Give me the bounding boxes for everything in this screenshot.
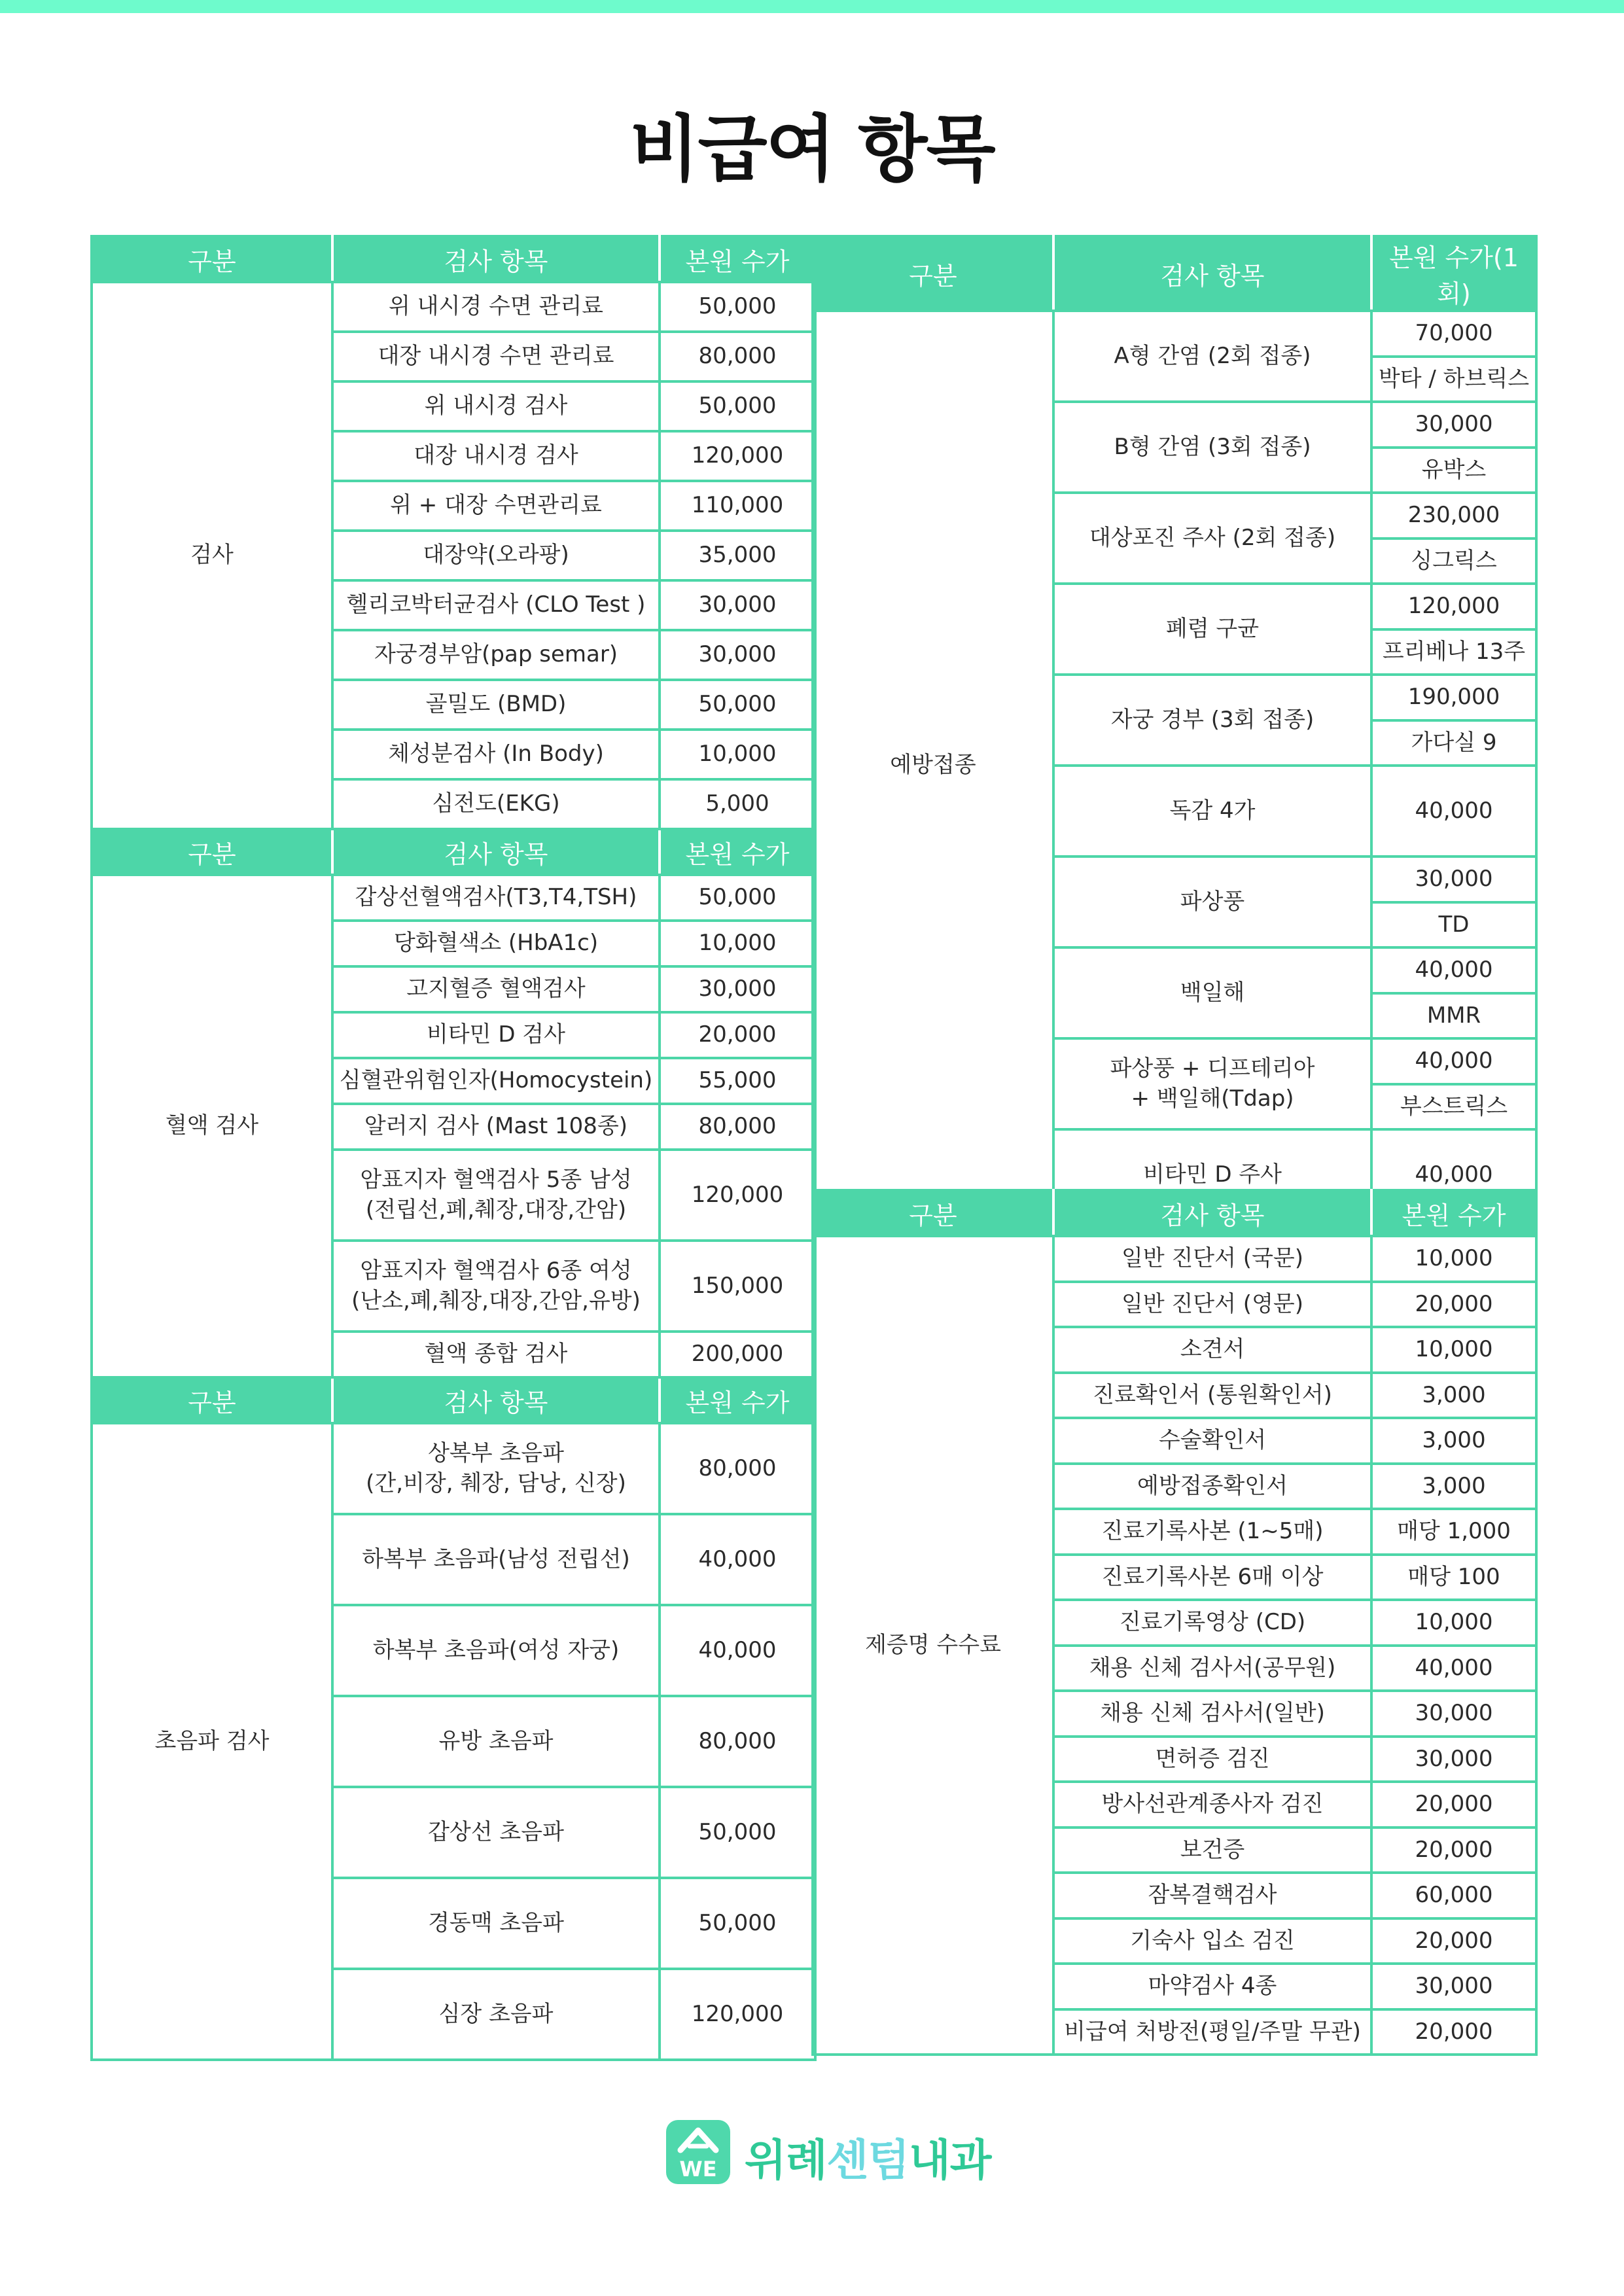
item-cell: 일반 진단서 (국문) xyxy=(1053,1236,1371,1282)
header-category: 구분 xyxy=(92,1377,332,1423)
brand-cell: 프리베나 13주 xyxy=(1371,629,1536,675)
price-cell: 120,000 xyxy=(660,1150,815,1241)
item-cell: 심혈관위험인자(Homocystein) xyxy=(332,1058,660,1104)
price-cell: 3,000 xyxy=(1371,1418,1536,1464)
price-cell: 10,000 xyxy=(660,730,815,779)
price-cell: 70,000 xyxy=(1371,311,1536,357)
price-cell: 50,000 xyxy=(660,1878,815,1969)
item-cell xyxy=(332,1150,660,1241)
item-cell: 진료기록사본 (1~5매) xyxy=(1053,1509,1371,1555)
header-price: 본원 수가 xyxy=(660,829,815,875)
clinic-name-part-2: 센텀 xyxy=(826,2135,909,2185)
header-category: 구분 xyxy=(813,1190,1053,1236)
price-cell: 150,000 xyxy=(660,1241,815,1332)
table-row xyxy=(92,875,815,921)
item-line-2: (간,비장, 췌장, 담낭, 신장) xyxy=(366,1470,626,1496)
price-cell: 30,000 xyxy=(1371,1964,1536,2009)
item-cell: 자궁경부암(pap semar) xyxy=(332,630,660,680)
item-cell: 채용 신체 검사서(공무원) xyxy=(1053,1646,1371,1691)
item-cell: 심장 초음파 xyxy=(332,1969,660,2060)
item-cell: 예방접종확인서 xyxy=(1053,1464,1371,1509)
price-cell: 30,000 xyxy=(1371,402,1536,448)
item-cell: 파상풍 xyxy=(1053,857,1371,947)
price-cell: 190,000 xyxy=(1371,675,1536,720)
price-cell: 10,000 xyxy=(1371,1327,1536,1373)
item-cell: 기숙사 입소 검진 xyxy=(1053,1918,1371,1964)
item-line-1: 암표지자 혈액검사 5종 남성 xyxy=(360,1166,632,1193)
item-cell: 체성분검사 (In Body) xyxy=(332,730,660,779)
table-header-row xyxy=(92,1377,815,1423)
price-cell: 50,000 xyxy=(660,381,815,431)
header-price: 본원 수가 xyxy=(660,236,815,282)
logo-mark-text: WE xyxy=(679,2157,717,2181)
price-cell: 50,000 xyxy=(660,1787,815,1878)
item-cell: 잠복결핵검사 xyxy=(1053,1873,1371,1918)
category-cell: 검사 xyxy=(92,282,332,829)
item-cell: 채용 신체 검사서(일반) xyxy=(1053,1691,1371,1737)
brand-cell: 가다실 9 xyxy=(1371,720,1536,766)
item-cell: 골밀도 (BMD) xyxy=(332,680,660,730)
category-cell: 예방접종 xyxy=(813,311,1053,1220)
item-cell: 자궁 경부 (3회 접종) xyxy=(1053,675,1371,766)
price-cell: 5,000 xyxy=(660,779,815,829)
item-cell: 혈액 종합 검사 xyxy=(332,1332,660,1377)
item-cell: 소견서 xyxy=(1053,1327,1371,1373)
header-price: 본원 수가 xyxy=(660,1377,815,1423)
price-cell: 120,000 xyxy=(1371,584,1536,629)
price-cell: 200,000 xyxy=(660,1332,815,1377)
page-title: 비급여 항목 xyxy=(629,107,995,191)
item-cell xyxy=(332,1241,660,1332)
price-cell: 120,000 xyxy=(660,431,815,481)
item-cell: 방사선관계종사자 검진 xyxy=(1053,1782,1371,1828)
table-header-row xyxy=(813,1190,1536,1236)
brand-cell: MMR xyxy=(1371,993,1536,1038)
price-cell: 110,000 xyxy=(660,481,815,531)
header-category: 구분 xyxy=(813,236,1053,311)
item-cell: 수술확인서 xyxy=(1053,1418,1371,1464)
item-cell: 진료기록영상 (CD) xyxy=(1053,1600,1371,1646)
clinic-name-part-3: 내과 xyxy=(909,2135,991,2185)
item-cell: 대장약(오라팡) xyxy=(332,531,660,580)
header-price-once: 본원 수가(1회) xyxy=(1371,236,1536,311)
item-cell: 하복부 초음파(남성 전립선) xyxy=(332,1514,660,1605)
table-header-row xyxy=(92,829,815,875)
item-cell: 비타민 D 주사 xyxy=(1053,1129,1371,1220)
price-cell: 20,000 xyxy=(1371,2009,1536,2055)
price-cell: 20,000 xyxy=(1371,1918,1536,1964)
top-accent-bar xyxy=(0,0,1624,13)
table-row xyxy=(92,1423,815,1514)
price-cell: 40,000 xyxy=(660,1605,815,1696)
item-cell: 하복부 초음파(여성 자궁) xyxy=(332,1605,660,1696)
item-cell: 마약검사 4종 xyxy=(1053,1964,1371,2009)
item-cell xyxy=(332,1423,660,1514)
price-cell: 20,000 xyxy=(1371,1282,1536,1327)
table-header-row xyxy=(92,236,815,282)
price-cell: 매당 100 xyxy=(1371,1555,1536,1600)
price-cell: 3,000 xyxy=(1371,1464,1536,1509)
item-cell: 위 내시경 검사 xyxy=(332,381,660,431)
item-cell: 유방 초음파 xyxy=(332,1696,660,1787)
price-cell: 20,000 xyxy=(1371,1828,1536,1873)
price-cell: 10,000 xyxy=(660,921,815,966)
item-cell: 갑상선혈액검사(T3,T4,TSH) xyxy=(332,875,660,921)
clinic-name xyxy=(745,2125,991,2187)
left-price-table xyxy=(90,235,817,2061)
item-cell: 고지혈증 혈액검사 xyxy=(332,966,660,1012)
item-cell: 갑상선 초음파 xyxy=(332,1787,660,1878)
brand-cell: TD xyxy=(1371,902,1536,947)
item-cell: 백일해 xyxy=(1053,947,1371,1038)
header-item: 검사 항목 xyxy=(332,236,660,282)
header-price: 본원 수가 xyxy=(1371,1190,1536,1236)
item-line-2: (난소,폐,췌장,대장,간암,유방) xyxy=(351,1287,641,1314)
table-row xyxy=(92,282,815,332)
price-cell: 20,000 xyxy=(1371,1782,1536,1828)
item-cell: B형 간염 (3회 접종) xyxy=(1053,402,1371,493)
item-line-1: 상복부 초음파 xyxy=(428,1439,564,1466)
item-cell: 심전도(EKG) xyxy=(332,779,660,829)
price-cell: 80,000 xyxy=(660,332,815,381)
header-item: 검사 항목 xyxy=(332,1377,660,1423)
header-item: 검사 항목 xyxy=(1053,1190,1371,1236)
price-cell: 40,000 xyxy=(1371,1038,1536,1084)
item-line-1: 암표지자 혈액검사 6종 여성 xyxy=(360,1257,632,1284)
price-cell: 120,000 xyxy=(660,1969,815,2060)
price-cell: 80,000 xyxy=(660,1104,815,1150)
price-cell: 40,000 xyxy=(1371,947,1536,993)
brand-cell: 싱그릭스 xyxy=(1371,539,1536,584)
price-cell: 230,000 xyxy=(1371,493,1536,539)
item-cell: 독감 4가 xyxy=(1053,766,1371,857)
item-cell: 위 내시경 수면 관리료 xyxy=(332,282,660,332)
item-cell: 보건증 xyxy=(1053,1828,1371,1873)
price-cell: 50,000 xyxy=(660,282,815,332)
clinic-logo-icon xyxy=(666,2120,730,2184)
price-cell: 80,000 xyxy=(660,1696,815,1787)
header-item: 검사 항목 xyxy=(1053,236,1371,311)
price-cell: 60,000 xyxy=(1371,1873,1536,1918)
header-category: 구분 xyxy=(92,236,332,282)
header-category: 구분 xyxy=(92,829,332,875)
price-cell: 30,000 xyxy=(660,630,815,680)
item-cell: 대장 내시경 수면 관리료 xyxy=(332,332,660,381)
price-cell: 35,000 xyxy=(660,531,815,580)
price-cell: 30,000 xyxy=(1371,1737,1536,1782)
price-cell: 40,000 xyxy=(1371,1646,1536,1691)
item-cell: 진료확인서 (통원확인서) xyxy=(1053,1373,1371,1418)
price-cell: 50,000 xyxy=(660,680,815,730)
price-cell: 10,000 xyxy=(1371,1600,1536,1646)
price-cell: 55,000 xyxy=(660,1058,815,1104)
item-cell: 알러지 검사 (Mast 108종) xyxy=(332,1104,660,1150)
price-cell: 30,000 xyxy=(1371,1691,1536,1737)
item-cell: 대장 내시경 검사 xyxy=(332,431,660,481)
price-cell: 40,000 xyxy=(1371,1129,1536,1220)
price-cell: 3,000 xyxy=(1371,1373,1536,1418)
price-cell: 30,000 xyxy=(660,580,815,630)
item-cell: 비급여 처방전(평일/주말 무관) xyxy=(1053,2009,1371,2055)
item-line-1: 파상풍 + 디프테리아 xyxy=(1110,1055,1315,1082)
item-cell: 면허증 검진 xyxy=(1053,1737,1371,1782)
price-cell: 80,000 xyxy=(660,1423,815,1514)
item-cell: 대상포진 주사 (2회 접종) xyxy=(1053,493,1371,584)
item-cell: 진료기록사본 6매 이상 xyxy=(1053,1555,1371,1600)
price-cell: 50,000 xyxy=(660,875,815,921)
table-row xyxy=(813,311,1536,357)
price-cell: 30,000 xyxy=(1371,857,1536,902)
item-cell: 헬리코박터균검사 (CLO Test ) xyxy=(332,580,660,630)
header-item: 검사 항목 xyxy=(332,829,660,875)
item-cell: 비타민 D 검사 xyxy=(332,1012,660,1058)
category-cell: 혈액 검사 xyxy=(92,875,332,1377)
item-cell: 위 + 대장 수면관리료 xyxy=(332,481,660,531)
item-cell: 일반 진단서 (영문) xyxy=(1053,1282,1371,1327)
certificate-price-table xyxy=(811,1189,1538,2056)
item-cell: A형 간염 (2회 접종) xyxy=(1053,311,1371,402)
item-cell: 경동맥 초음파 xyxy=(332,1878,660,1969)
price-cell: 20,000 xyxy=(660,1012,815,1058)
price-cell: 10,000 xyxy=(1371,1236,1536,1282)
brand-cell: 부스트릭스 xyxy=(1371,1084,1536,1129)
item-line-2: (전립선,폐,췌장,대장,간암) xyxy=(365,1196,627,1223)
table-header-row xyxy=(813,236,1536,311)
item-cell: 폐렴 구균 xyxy=(1053,584,1371,675)
clinic-logo xyxy=(666,2120,991,2192)
item-cell: 당화혈색소 (HbA1c) xyxy=(332,921,660,966)
price-cell: 40,000 xyxy=(660,1514,815,1605)
item-cell xyxy=(1053,1038,1371,1129)
vaccine-price-table xyxy=(811,235,1538,1222)
price-cell: 40,000 xyxy=(1371,766,1536,857)
brand-cell: 박타 / 하브릭스 xyxy=(1371,357,1536,402)
price-cell: 매당 1,000 xyxy=(1371,1509,1536,1555)
price-cell: 30,000 xyxy=(660,966,815,1012)
clinic-name-part-1: 위례 xyxy=(745,2135,827,2185)
table-row xyxy=(813,1236,1536,1282)
brand-cell: 유박스 xyxy=(1371,448,1536,493)
category-cell: 제증명 수수료 xyxy=(813,1236,1053,2055)
item-line-2: + 백일해(Tdap) xyxy=(1131,1085,1294,1112)
category-cell: 초음파 검사 xyxy=(92,1423,332,2060)
